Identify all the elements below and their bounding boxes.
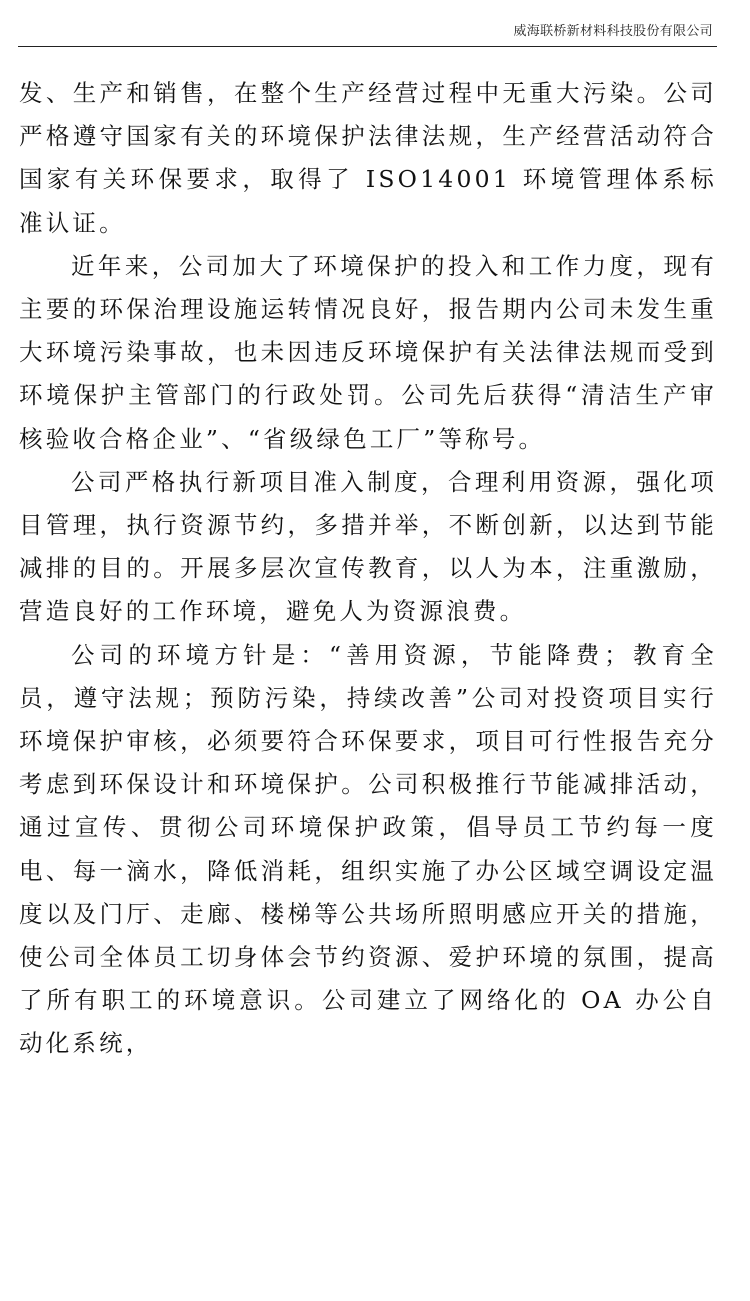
document-body (19, 72, 717, 1066)
paragraph-environmental-policy: 公司的环境方针是：“善用资源，节能降费；教育全员，遵守法规；预防污染，持续改善”公司对投资项目实行环境保护审核，必须要符合环保要求，项目可行性报告充分考虑到环保设计和环境保护。公司积极推行节能减排活动，通过宣传、贯彻公司环境保护政策，倡导员工节约每一度电、每一滴水，降低消耗，组织实施了办公区域空调设定温度以及门厅、走廊、楼梯等公共场所照明感应开关的措施，使公司全体员工切身体会节约资源、爱护环境的氛围，提高了所有职工的环境意识。公司建立了网络化的 OA 办公自动化系统， (19, 640, 717, 1058)
header-company-name: 威海联桥新材料科技股份有限公司 (513, 24, 713, 39)
paragraph-continued: 发、生产和销售，在整个生产经营过程中无重大污染。公司严格遵守国家有关的环境保护法律法规，生产经营活动符合国家有关环保要求，取得了 ISO14001 环境管理体系标准认证。 (19, 79, 717, 237)
page-header (18, 0, 717, 47)
paragraph-environmental-investment: 近年来，公司加大了环境保护的投入和工作力度，现有主要的环保治理设施运转情况良好，报告期内公司未发生重大环境污染事故，也未因违反环境保护有关法律法规而受到环境保护主管部门的行政处罚。公司先后获得“清洁生产审核验收合格企业”、“省级绿色工厂”等称号。 (19, 251, 717, 453)
paragraph-project-management: 公司严格执行新项目准入制度，合理利用资源，强化项目管理，执行资源节约，多措并举，不断创新，以达到节能减排的目的。开展多层次宣传教育，以人为本，注重激励，营造良好的工作环境，避免人为资源浪费。 (19, 467, 717, 626)
